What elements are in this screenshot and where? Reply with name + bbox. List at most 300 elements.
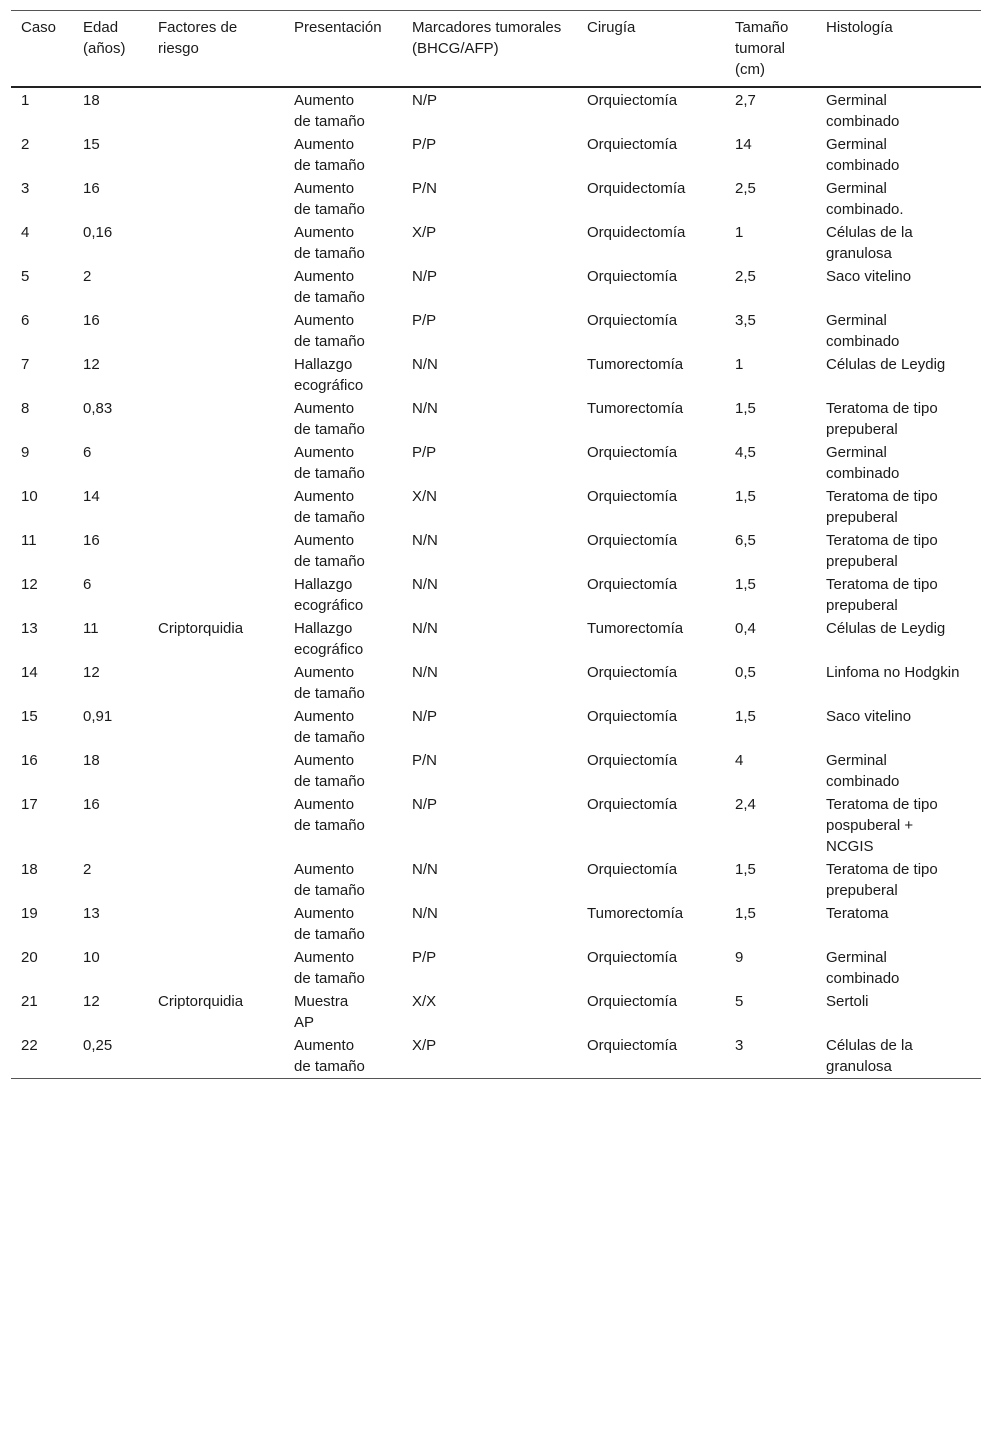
edad-cell-text: 13 [83, 905, 100, 922]
presentacion-cell [284, 990, 402, 1034]
histologia-cell-text: Teratoma de tipo prepuberal [826, 400, 938, 438]
cirugia-cell-text: Orquiectomía [587, 993, 678, 1010]
caso-cell [11, 265, 73, 309]
tamano-cell [725, 661, 816, 705]
caso-cell [11, 661, 73, 705]
presentacion-cell [284, 265, 402, 309]
cirugia-cell [577, 946, 725, 990]
histologia-cell [816, 133, 981, 177]
cirugia-cell-text: Orquiectomía [587, 708, 678, 725]
presentacion-cell-text: Aumento de tamaño [294, 400, 365, 438]
caso-cell-text: 1 [21, 92, 30, 109]
table-row [11, 177, 981, 221]
presentacion-cell-text: Aumento de tamaño [294, 488, 365, 526]
cirugia-cell-text: Orquiectomía [587, 861, 678, 878]
caso-cell-text: 18 [21, 861, 38, 878]
factores-cell [148, 265, 284, 309]
marcadores-cell [402, 946, 577, 990]
tamano-cell-text: 2,5 [735, 268, 756, 285]
histologia-cell-text: Teratoma de tipo prepuberal [826, 576, 938, 614]
histologia-cell-text: Células de Leydig [826, 620, 946, 637]
presentacion-cell [284, 705, 402, 749]
cirugia-cell [577, 441, 725, 485]
marcadores-cell [402, 793, 577, 858]
marcadores-cell-text: P/P [412, 136, 437, 153]
factores-cell [148, 441, 284, 485]
header-histologia-label: Histología [826, 19, 893, 36]
caso-cell-text: 21 [21, 993, 38, 1010]
edad-cell [73, 902, 148, 946]
edad-cell-text: 18 [83, 92, 100, 109]
edad-cell-text: 16 [83, 180, 100, 197]
tamano-cell-text: 4,5 [735, 444, 756, 461]
marcadores-cell [402, 858, 577, 902]
presentacion-cell-text: Aumento de tamaño [294, 444, 365, 482]
tamano-cell-text: 5 [735, 993, 744, 1010]
caso-cell [11, 946, 73, 990]
caso-cell-text: 10 [21, 488, 38, 505]
tamano-cell-text: 1,5 [735, 400, 756, 417]
table-row [11, 87, 981, 133]
marcadores-cell [402, 397, 577, 441]
histologia-cell [816, 1034, 981, 1079]
cirugia-cell [577, 1034, 725, 1079]
cirugia-cell-text: Tumorectomía [587, 620, 684, 637]
caso-cell [11, 1034, 73, 1079]
histologia-cell-text: Teratoma de tipo prepuberal [826, 488, 938, 526]
caso-cell-text: 16 [21, 752, 38, 769]
edad-cell-text: 12 [83, 356, 100, 373]
caso-cell-text: 3 [21, 180, 30, 197]
caso-cell-text: 15 [21, 708, 38, 725]
edad-cell-text: 2 [83, 268, 92, 285]
header-tamano-label: Tamaño tumoral (cm) [735, 19, 789, 78]
header-presentacion [284, 11, 402, 88]
histologia-cell [816, 749, 981, 793]
factores-cell [148, 1034, 284, 1079]
edad-cell-text: 16 [83, 312, 100, 329]
cirugia-cell-text: Orquiectomía [587, 136, 678, 153]
edad-cell [73, 705, 148, 749]
tamano-cell-text: 0,5 [735, 664, 756, 681]
edad-cell [73, 749, 148, 793]
tamano-cell-text: 9 [735, 949, 744, 966]
marcadores-cell [402, 177, 577, 221]
caso-cell [11, 87, 73, 133]
caso-cell-text: 14 [21, 664, 38, 681]
cirugia-cell-text: Orquiectomía [587, 949, 678, 966]
tamano-cell [725, 946, 816, 990]
caso-cell [11, 617, 73, 661]
tamano-cell [725, 529, 816, 573]
caso-cell-text: 8 [21, 400, 30, 417]
cirugia-cell [577, 265, 725, 309]
marcadores-cell-text: P/P [412, 444, 437, 461]
marcadores-cell-text: N/N [412, 532, 438, 549]
data-table-container [11, 10, 981, 1079]
presentacion-cell [284, 661, 402, 705]
factores-cell [148, 529, 284, 573]
marcadores-cell-text: N/P [412, 92, 438, 109]
marcadores-cell [402, 529, 577, 573]
factores-cell [148, 397, 284, 441]
tamano-cell-text: 1,5 [735, 488, 756, 505]
presentacion-cell-text: Aumento de tamaño [294, 268, 365, 306]
histologia-cell [816, 265, 981, 309]
marcadores-cell-text: N/N [412, 576, 438, 593]
histologia-cell [816, 87, 981, 133]
edad-cell-text: 0,91 [83, 708, 113, 725]
tamano-cell [725, 397, 816, 441]
table-row [11, 353, 981, 397]
tamano-cell [725, 133, 816, 177]
tamano-cell [725, 858, 816, 902]
histologia-cell [816, 573, 981, 617]
presentacion-cell [284, 309, 402, 353]
cirugia-cell-text: Orquiectomía [587, 312, 678, 329]
table-row [11, 705, 981, 749]
presentacion-cell-text: Aumento de tamaño [294, 861, 365, 899]
cirugia-cell-text: Orquiectomía [587, 576, 678, 593]
factores-cell [148, 793, 284, 858]
cirugia-cell-text: Orquiectomía [587, 488, 678, 505]
marcadores-cell [402, 221, 577, 265]
header-marcadores [402, 11, 577, 88]
tamano-cell [725, 705, 816, 749]
caso-cell-text: 11 [21, 532, 37, 549]
caso-cell-text: 13 [21, 620, 38, 637]
presentacion-cell-text: Aumento de tamaño [294, 905, 365, 943]
caso-cell-text: 4 [21, 224, 30, 241]
cirugia-cell [577, 617, 725, 661]
factores-cell [148, 221, 284, 265]
histologia-cell [816, 617, 981, 661]
cirugia-cell [577, 353, 725, 397]
histologia-cell [816, 902, 981, 946]
histologia-cell-text: Germinal combinado [826, 444, 900, 482]
cirugia-cell [577, 485, 725, 529]
factores-cell [148, 902, 284, 946]
histologia-cell [816, 441, 981, 485]
edad-cell [73, 221, 148, 265]
tamano-cell [725, 441, 816, 485]
tamano-cell [725, 177, 816, 221]
cirugia-cell-text: Orquiectomía [587, 532, 678, 549]
presentacion-cell-text: Aumento de tamaño [294, 180, 365, 218]
edad-cell-text: 12 [83, 993, 100, 1010]
edad-cell-text: 16 [83, 532, 100, 549]
caso-cell [11, 990, 73, 1034]
edad-cell [73, 177, 148, 221]
presentacion-cell-text: Aumento de tamaño [294, 92, 365, 130]
cirugia-cell-text: Tumorectomía [587, 905, 684, 922]
tamano-cell-text: 1,5 [735, 861, 756, 878]
cirugia-cell [577, 749, 725, 793]
tamano-cell [725, 573, 816, 617]
caso-cell-text: 9 [21, 444, 30, 461]
presentacion-cell [284, 441, 402, 485]
presentacion-cell-text: Aumento de tamaño [294, 312, 365, 350]
header-row [11, 11, 981, 88]
caso-cell-text: 20 [21, 949, 38, 966]
edad-cell [73, 793, 148, 858]
histologia-cell-text: Germinal combinado. [826, 180, 904, 218]
table-row [11, 990, 981, 1034]
table-row [11, 573, 981, 617]
tamano-cell [725, 309, 816, 353]
tamano-cell-text: 1,5 [735, 905, 756, 922]
cirugia-cell [577, 661, 725, 705]
marcadores-cell-text: N/N [412, 905, 438, 922]
cirugia-cell-text: Orquiectomía [587, 796, 678, 813]
edad-cell [73, 661, 148, 705]
caso-cell-text: 7 [21, 356, 30, 373]
caso-cell [11, 858, 73, 902]
tamano-cell-text: 4 [735, 752, 744, 769]
caso-cell [11, 902, 73, 946]
cirugia-cell [577, 87, 725, 133]
histologia-cell [816, 353, 981, 397]
tamano-cell [725, 749, 816, 793]
presentacion-cell [284, 793, 402, 858]
caso-cell-text: 19 [21, 905, 38, 922]
table-row [11, 221, 981, 265]
edad-cell [73, 1034, 148, 1079]
edad-cell [73, 441, 148, 485]
histologia-cell-text: Germinal combinado [826, 949, 900, 987]
presentacion-cell-text: Muestra AP [294, 993, 349, 1031]
marcadores-cell [402, 353, 577, 397]
histologia-cell-text: Teratoma de tipo pospuberal + NCGIS [826, 796, 938, 855]
tamano-cell-text: 1 [735, 224, 744, 241]
table-row [11, 265, 981, 309]
edad-cell-text: 10 [83, 949, 100, 966]
histologia-cell-text: Teratoma [826, 905, 889, 922]
factores-cell [148, 177, 284, 221]
cirugia-cell-text: Orquidectomía [587, 224, 686, 241]
table-row [11, 661, 981, 705]
presentacion-cell [284, 397, 402, 441]
histologia-cell-text: Germinal combinado [826, 752, 900, 790]
cirugia-cell-text: Orquiectomía [587, 664, 678, 681]
tamano-cell [725, 87, 816, 133]
edad-cell [73, 617, 148, 661]
table-row [11, 858, 981, 902]
edad-cell [73, 309, 148, 353]
tamano-cell [725, 617, 816, 661]
marcadores-cell-text: N/N [412, 356, 438, 373]
marcadores-cell-text: N/P [412, 796, 438, 813]
cirugia-cell-text: Orquiectomía [587, 444, 678, 461]
presentacion-cell [284, 902, 402, 946]
presentacion-cell [284, 87, 402, 133]
caso-cell [11, 749, 73, 793]
factores-cell [148, 661, 284, 705]
edad-cell [73, 858, 148, 902]
histologia-cell-text: Saco vitelino [826, 268, 912, 285]
edad-cell [73, 353, 148, 397]
caso-cell [11, 705, 73, 749]
tamano-cell [725, 221, 816, 265]
tamano-cell-text: 0,4 [735, 620, 756, 637]
presentacion-cell-text: Aumento de tamaño [294, 796, 365, 834]
presentacion-cell-text: Aumento de tamaño [294, 949, 365, 987]
cirugia-cell [577, 133, 725, 177]
edad-cell-text: 2 [83, 861, 92, 878]
cirugia-cell [577, 221, 725, 265]
cirugia-cell [577, 309, 725, 353]
marcadores-cell-text: N/N [412, 664, 438, 681]
cirugia-cell [577, 990, 725, 1034]
header-factores-riesgo-label: Factores de riesgo [158, 19, 238, 57]
marcadores-cell-text: N/P [412, 708, 438, 725]
edad-cell-text: 11 [83, 620, 99, 637]
header-cirugia-label: Cirugía [587, 19, 636, 36]
table-row [11, 1034, 981, 1079]
edad-cell-text: 0,16 [83, 224, 113, 241]
factores-cell [148, 353, 284, 397]
marcadores-cell-text: P/N [412, 180, 438, 197]
header-edad-label: Edad (años) [83, 19, 126, 57]
edad-cell-text: 12 [83, 664, 100, 681]
factores-cell [148, 946, 284, 990]
factores-cell [148, 705, 284, 749]
tamano-cell-text: 14 [735, 136, 752, 153]
edad-cell-text: 6 [83, 576, 92, 593]
cirugia-cell-text: Orquiectomía [587, 1037, 678, 1054]
marcadores-cell [402, 1034, 577, 1079]
tamano-cell-text: 2,4 [735, 796, 756, 813]
header-histologia [816, 11, 981, 88]
caso-cell [11, 353, 73, 397]
cirugia-cell [577, 177, 725, 221]
table-row [11, 397, 981, 441]
cirugia-cell [577, 858, 725, 902]
edad-cell [73, 573, 148, 617]
factores-cell [148, 485, 284, 529]
marcadores-cell-text: X/X [412, 993, 437, 1010]
histologia-cell [816, 661, 981, 705]
presentacion-cell-text: Hallazgo ecográfico [294, 356, 364, 394]
presentacion-cell-text: Aumento de tamaño [294, 664, 365, 702]
edad-cell-text: 15 [83, 136, 100, 153]
marcadores-cell [402, 309, 577, 353]
edad-cell [73, 265, 148, 309]
presentacion-cell [284, 749, 402, 793]
header-caso [11, 11, 73, 88]
edad-cell [73, 990, 148, 1034]
marcadores-cell-text: P/P [412, 949, 437, 966]
marcadores-cell-text: N/N [412, 400, 438, 417]
histologia-cell-text: Linfoma no Hodgkin [826, 664, 960, 681]
factores-cell [148, 749, 284, 793]
tamano-cell [725, 265, 816, 309]
factores-cell-text: Criptorquidia [158, 620, 244, 637]
header-caso-label: Caso [21, 19, 57, 36]
table-row [11, 309, 981, 353]
caso-cell [11, 133, 73, 177]
histologia-cell [816, 221, 981, 265]
caso-cell-text: 5 [21, 268, 30, 285]
presentacion-cell-text: Aumento de tamaño [294, 532, 365, 570]
histologia-cell [816, 705, 981, 749]
header-factores-riesgo [148, 11, 284, 88]
table-row [11, 485, 981, 529]
marcadores-cell-text: N/P [412, 268, 438, 285]
marcadores-cell [402, 661, 577, 705]
marcadores-cell [402, 265, 577, 309]
caso-cell [11, 485, 73, 529]
header-presentacion-label: Presentación [294, 19, 382, 36]
marcadores-cell-text: X/P [412, 224, 437, 241]
header-edad [73, 11, 148, 88]
edad-cell-text: 0,25 [83, 1037, 113, 1054]
histologia-cell-text: Germinal combinado [826, 312, 900, 350]
cirugia-cell-text: Orquiectomía [587, 752, 678, 769]
table-header [11, 11, 981, 88]
histologia-cell [816, 397, 981, 441]
factores-cell [148, 617, 284, 661]
tamano-cell [725, 793, 816, 858]
table-body [11, 87, 981, 1079]
presentacion-cell-text: Hallazgo ecográfico [294, 620, 364, 658]
edad-cell-text: 14 [83, 488, 100, 505]
presentacion-cell [284, 1034, 402, 1079]
presentacion-cell [284, 133, 402, 177]
histologia-cell-text: Germinal combinado [826, 92, 900, 130]
header-tamano [725, 11, 816, 88]
caso-cell [11, 309, 73, 353]
tamano-cell-text: 1,5 [735, 708, 756, 725]
caso-cell-text: 2 [21, 136, 30, 153]
edad-cell-text: 6 [83, 444, 92, 461]
histologia-cell [816, 485, 981, 529]
tamano-cell-text: 3,5 [735, 312, 756, 329]
histologia-cell-text: Teratoma de tipo prepuberal [826, 861, 938, 899]
marcadores-cell-text: N/N [412, 620, 438, 637]
edad-cell [73, 87, 148, 133]
presentacion-cell-text: Aumento de tamaño [294, 752, 365, 790]
histologia-cell-text: Sertoli [826, 993, 869, 1010]
histologia-cell [816, 529, 981, 573]
presentacion-cell [284, 529, 402, 573]
cirugia-cell [577, 573, 725, 617]
factores-cell-text: Criptorquidia [158, 993, 244, 1010]
table-row [11, 793, 981, 858]
tamano-cell-text: 3 [735, 1037, 744, 1054]
marcadores-cell [402, 705, 577, 749]
edad-cell-text: 18 [83, 752, 100, 769]
marcadores-cell-text: X/P [412, 1037, 437, 1054]
tamano-cell [725, 1034, 816, 1079]
marcadores-cell-text: X/N [412, 488, 438, 505]
tumor-cases-table [11, 10, 981, 1079]
edad-cell [73, 946, 148, 990]
histologia-cell [816, 990, 981, 1034]
edad-cell-text: 0,83 [83, 400, 113, 417]
edad-cell [73, 529, 148, 573]
marcadores-cell [402, 485, 577, 529]
presentacion-cell-text: Aumento de tamaño [294, 1037, 365, 1075]
tamano-cell-text: 1 [735, 356, 744, 373]
factores-cell [148, 858, 284, 902]
caso-cell-text: 6 [21, 312, 30, 329]
presentacion-cell [284, 177, 402, 221]
cirugia-cell [577, 705, 725, 749]
presentacion-cell [284, 221, 402, 265]
histologia-cell [816, 946, 981, 990]
cirugia-cell-text: Orquidectomía [587, 180, 686, 197]
